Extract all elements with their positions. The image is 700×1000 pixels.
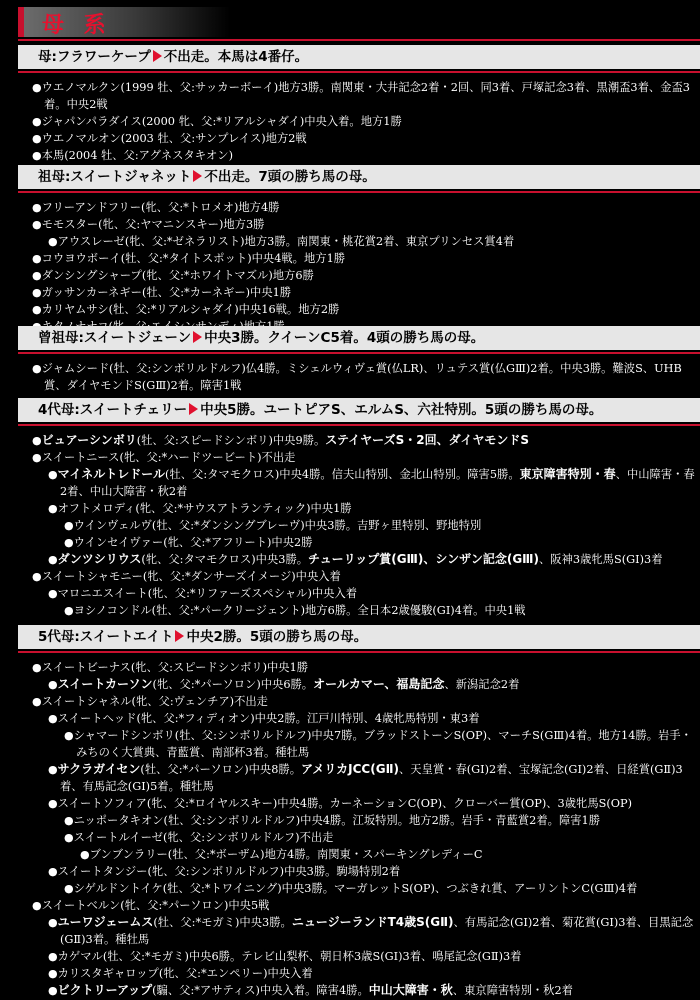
horse-record: (牝、父:ヤマニンスキー)地方3勝 [98, 218, 265, 231]
list-item [18, 267, 700, 284]
horse-name: スイートルイーゼ [73, 831, 163, 844]
bullet-icon: ● [64, 536, 74, 549]
horse-record: (牝、父:*トロメオ)地方4勝 [141, 201, 280, 214]
horse-name: 本馬 [41, 149, 65, 162]
horse-record-cont: 、阪神3歳牝馬S(GI)3着 [539, 553, 663, 566]
bullet-icon: ● [48, 763, 58, 776]
horse-name: ビクトリーアップ [57, 983, 153, 997]
horse-record: (牝、父:シンボリルドルフ)中央3勝。駒場特別2着 [147, 865, 401, 878]
horse-record: (牝、父:*パーソロン)中央6勝。 [152, 678, 314, 691]
list-item [18, 812, 700, 829]
horse-record: (牡、父:*タイトスポット)中央4戦。地方1勝 [120, 252, 346, 265]
horse-record: (牝、父:*パーソロン)中央5戦 [120, 899, 270, 912]
bullet-icon: ● [48, 950, 58, 963]
horse-record: (牡、父:スピードシンボリ)中央9勝。 [136, 434, 326, 447]
list-item [18, 432, 700, 449]
horse-name: スイートヘッド [57, 712, 137, 725]
horse-name: マイネルトレドール [57, 467, 166, 481]
horse-record: (牝、父:*ロイヤルスキー)中央4勝。カーネーションC(OP)、クローバー賞(OP)、3歳牝馬S(OP) [146, 797, 633, 810]
bullet-icon: ● [64, 814, 74, 827]
bullet-icon: ● [48, 797, 58, 810]
triangle-arrow-icon [175, 630, 184, 642]
horse-record: (牡、父:シンボリルドルフ)中央7勝。ブラッドストーンS(OP)、マーチS(GⅢ)4着。地方14勝。岩手・みちのく大賞典、青藍賞、南部杯3着。種牡馬 [76, 729, 692, 759]
list-item [18, 727, 700, 761]
generation-section [18, 45, 700, 164]
entry-list [18, 73, 700, 164]
horse-record: (牡、父:*ボーザム)地方4勝。南関東・スパーキングレディーC [167, 848, 483, 861]
horse-record: (牡、父:*トワイニング)中央3勝。マーガレットS(OP)、つぶきれ賞、アーリントンC(GⅢ)4着 [162, 882, 638, 895]
bullet-icon: ● [32, 81, 42, 94]
bullet-icon: ● [48, 984, 58, 997]
list-item [18, 761, 700, 795]
bullet-icon: ● [48, 502, 58, 515]
horse-record-cont: 、天皇賞・春(GI)2着、宝塚記念(GI)2着、日経賞(GⅡ)3着、有馬記念(GI)5着。種牡馬 [60, 763, 683, 793]
graded-wins: 東京障害特別・春 [519, 467, 616, 481]
entry-list [18, 354, 700, 394]
bullet-icon: ● [48, 235, 58, 248]
generation-header [18, 625, 700, 649]
horse-name: シゲルドントイケ [73, 882, 163, 895]
bullet-icon: ● [32, 570, 42, 583]
entry-list [18, 426, 700, 619]
horse-record: (牝、父:*ホワイトマズル)地方6勝 [141, 269, 314, 282]
list-item [18, 659, 700, 676]
horse-record-cont: 、有馬記念(GI)2着、菊花賞(GI)3着、目黒記念(GⅡ)3着。種牡馬 [60, 916, 694, 946]
list-item [18, 79, 700, 113]
bullet-icon: ● [32, 451, 42, 464]
mare-name: 5代母:スイートエイト [38, 629, 174, 645]
bullet-icon: ● [32, 303, 42, 316]
list-item [18, 568, 700, 585]
mare-summary: 中央5勝。ユートピアS、エルムS、六社特別。5頭の勝ち馬の母。 [200, 402, 603, 418]
list-item [18, 795, 700, 812]
bullet-icon: ● [32, 269, 42, 282]
graded-wins: ステイヤーズS・2回、ダイヤモンドS [325, 433, 529, 447]
horse-record: (2000 牝、父:*リアルシャダイ)中央入着。地方1勝 [141, 115, 402, 128]
graded-wins: 中山大障害・秋 [368, 983, 453, 997]
horse-record: (牝、父:タマモクロス)中央3勝。 [141, 553, 309, 566]
generation-section [18, 625, 700, 999]
horse-record: (牡、父:*パーソロン)中央8勝。 [140, 763, 301, 776]
horse-name: ユーワジェームス [57, 915, 154, 929]
bullet-icon: ● [64, 519, 74, 532]
horse-record: (牡、父:*カーネギー)中央1勝 [141, 286, 292, 299]
bullet-icon: ● [32, 149, 42, 162]
horse-name: マロニエスイート [57, 587, 148, 600]
generation-header [18, 45, 700, 69]
bullet-icon: ● [32, 252, 42, 265]
triangle-arrow-icon [153, 50, 162, 62]
title-accent-mark [18, 7, 24, 37]
horse-name: スイートカーソン [57, 677, 153, 691]
horse-name: カリヤムサシ [41, 303, 109, 316]
generation-section [18, 165, 700, 335]
section-title-bar [18, 7, 230, 37]
bullet-icon: ● [48, 678, 58, 691]
horse-name: ダンツシリウス [57, 552, 142, 566]
list-item [18, 216, 700, 233]
bullet-icon: ● [32, 695, 42, 708]
page-title: 母 系 [42, 13, 112, 38]
horse-name: スイートソフィア [57, 797, 147, 810]
horse-record: (牝、父:*エンペリー)中央入着 [158, 967, 313, 980]
horse-record: (牡、父:タマモクロス)中央4勝。信夫山特別、金北山特別。障害5勝。 [165, 468, 520, 481]
bullet-icon: ● [32, 132, 42, 145]
bullet-icon: ● [48, 553, 58, 566]
horse-record: (牡、父:*ダンシングブレーヴ)中央3勝。吉野ヶ里特別、野地特別 [151, 519, 482, 532]
horse-name: ジャパンパラダイス [41, 115, 142, 128]
list-item [18, 250, 700, 267]
list-item [18, 897, 700, 914]
horse-name: サクラガイセン [57, 762, 141, 776]
horse-record: (牝、父:*ハードツービート)不出走 [119, 451, 296, 464]
horse-name: ウエノマルクン [41, 81, 121, 94]
horse-name: カゲマル [57, 950, 103, 963]
horse-name: スイートシャネル [41, 695, 132, 708]
horse-record: (牝、父:*フィディオン)中央2勝。江戸川特別、4歳牝馬特別・東3着 [136, 712, 480, 725]
list-item [18, 233, 700, 250]
list-item [18, 880, 700, 897]
generation-header [18, 165, 700, 189]
horse-name: ウインセイヴァー [73, 536, 164, 549]
graded-wins: チューリップ賞(GⅢ)、シンザン記念(GⅢ) [308, 552, 539, 566]
horse-name: カリスタギャロップ [57, 967, 159, 980]
list-item [18, 466, 700, 500]
bullet-icon: ● [32, 218, 42, 231]
horse-record: (牡、父:*パークリージェント)地方6勝。全日本2歳優駿(GI)4着。中央1戦 [151, 604, 526, 617]
generation-section [18, 326, 700, 394]
list-item [18, 284, 700, 301]
horse-record: (牝、父:スピードシンボリ)中央1勝 [130, 661, 309, 674]
horse-record: (牝、父:シンボリルドルフ)不出走 [162, 831, 334, 844]
mare-summary: 中央3勝。クイーンC5着。4頭の勝ち馬の母。 [204, 330, 485, 346]
bullet-icon: ● [48, 712, 58, 725]
horse-name: コウヨウボーイ [41, 252, 121, 265]
mare-summary: 中央2勝。5頭の勝ち馬の母。 [186, 629, 368, 645]
list-item [18, 500, 700, 517]
horse-name: スイートニース [41, 451, 120, 464]
bullet-icon: ● [80, 848, 90, 861]
list-item [18, 982, 700, 999]
horse-record: (騸、父:*アサティス)中央入着。障害4勝。 [152, 984, 369, 997]
mare-name: 祖母:スイートジャネット [38, 169, 192, 185]
list-item [18, 360, 700, 394]
list-item [18, 551, 700, 568]
horse-name: ビュアーシンボリ [41, 433, 137, 447]
triangle-arrow-icon [193, 331, 202, 343]
horse-record: (牝、父:*アフリート)中央2勝 [163, 536, 313, 549]
horse-name: ダンシングシャープ [41, 269, 142, 282]
entry-list [18, 193, 700, 335]
horse-name: スイートタンジー [57, 865, 148, 878]
list-item [18, 113, 700, 130]
horse-record: (2003 牡、父:サンプレイス)地方2戦 [120, 132, 307, 145]
entry-list [18, 653, 700, 999]
horse-name: アウスレーゼ [57, 235, 125, 248]
graded-wins: オールカマー、福島記念 [313, 677, 445, 691]
list-item [18, 863, 700, 880]
bullet-icon: ● [32, 201, 42, 214]
horse-name: スイートシャモニー [41, 570, 143, 583]
mare-summary: 不出走。本馬は4番仔。 [163, 49, 309, 65]
horse-name: シャマードシンボリ [73, 729, 175, 742]
horse-record: (牡、父:シンボリルドルフ)中央4勝。江坂特別。地方2勝。岩手・青藍賞2着。障害1勝 [163, 814, 601, 827]
list-item [18, 130, 700, 147]
bullet-icon: ● [32, 434, 42, 447]
horse-name: モモスター [41, 218, 99, 231]
triangle-arrow-icon [193, 170, 202, 182]
generation-header [18, 326, 700, 350]
horse-name: ニッポータキオン [73, 814, 164, 827]
list-item [18, 676, 700, 693]
horse-record: (牝、父:ヴェンチア)不出走 [131, 695, 268, 708]
list-item [18, 147, 700, 164]
horse-name: ウエノマルオン [41, 132, 121, 145]
generation-section [18, 398, 700, 619]
horse-record-cont: 、東京障害特別・秋2着 [452, 984, 573, 997]
title-divider [18, 39, 700, 41]
horse-record: (牡、父:*リアルシャダイ)中央16戦。地方2勝 [108, 303, 340, 316]
bullet-icon: ● [64, 831, 74, 844]
horse-record: (牝、父:*サウスアトランティック)中央1勝 [135, 502, 352, 515]
horse-record: (2004 牡、父:アグネスタキオン) [64, 149, 233, 162]
list-item [18, 829, 700, 846]
list-item [18, 199, 700, 216]
bullet-icon: ● [48, 967, 58, 980]
horse-record-cont: 、中山障害・春2着、中山大障害・秋2着 [60, 468, 695, 498]
bullet-icon: ● [48, 916, 58, 929]
triangle-arrow-icon [189, 403, 198, 415]
horse-record-cont: 、新潟記念2着 [444, 678, 520, 691]
horse-record: (1999 牡、父:サッカーボーイ)地方3勝。南関東・大井記念2着・2回、同3着、戸塚記念3着、黒潮盃3着、金盃3着。中央2戦 [44, 81, 690, 111]
horse-record: (牡、父:*モガミ)中央3勝。 [153, 916, 292, 929]
horse-name: オフトメロディ [57, 502, 136, 515]
bullet-icon: ● [32, 362, 42, 375]
bullet-icon: ● [64, 729, 74, 742]
horse-name: スイートビーナス [41, 661, 131, 674]
list-item [18, 585, 700, 602]
horse-record: (牝、父:*ゼネラリスト)地方3勝。南関東・桃花賞2着、東京プリンセス賞4着 [124, 235, 515, 248]
list-item [18, 846, 700, 863]
list-item [18, 449, 700, 466]
bullet-icon: ● [32, 115, 42, 128]
graded-wins: ニュージーランドT4歳S(GⅡ) [291, 915, 454, 929]
list-item [18, 948, 700, 965]
horse-record: (牡、父:シンボリルドルフ)仏4勝。ミシェルウィヴェ賞(仏LR)、リュテス賞(仏GⅢ)2着。中央3勝。難波S、UHB賞、ダイヤモンドS(GⅢ)2着。障害1戦 [44, 362, 682, 392]
bullet-icon: ● [64, 604, 74, 617]
bullet-icon: ● [48, 468, 58, 481]
horse-name: ブンブンラリー [89, 848, 168, 861]
horse-name: フリーアンドフリー [41, 201, 142, 214]
bullet-icon: ● [32, 899, 42, 912]
list-item [18, 301, 700, 318]
list-item [18, 602, 700, 619]
bullet-icon: ● [48, 865, 58, 878]
list-item [18, 965, 700, 982]
mare-name: 母:フラワーケープ [38, 49, 151, 65]
mare-name: 曾祖母:スイートジェーン [38, 330, 192, 346]
horse-name: ガッサンカーネギー [41, 286, 142, 299]
bullet-icon: ● [64, 882, 74, 895]
graded-wins: アメリカJCC(GⅡ) [301, 762, 399, 776]
list-item [18, 693, 700, 710]
generation-header [18, 398, 700, 422]
bullet-icon: ● [48, 587, 58, 600]
horse-name: ジャムシード [41, 362, 110, 375]
list-item [18, 710, 700, 727]
horse-record: (牝、父:*ダンサーズイメージ)中央入着 [142, 570, 341, 583]
list-item [18, 534, 700, 551]
list-item [18, 517, 700, 534]
bullet-icon: ● [32, 661, 42, 674]
horse-name: スイートベルン [41, 899, 121, 912]
mare-summary: 不出走。7頭の勝ち馬の母。 [204, 169, 376, 185]
horse-name: ウインヴェルヴ [73, 519, 152, 532]
bullet-icon: ● [32, 286, 42, 299]
horse-record: (牡、父:*モガミ)中央6勝。テレビ山梨杯、朝日杯3歳S(GI)3着、鳴尾記念(GⅡ)3着 [102, 950, 522, 963]
list-item [18, 914, 700, 948]
horse-name: ヨシノコンドル [73, 604, 152, 617]
horse-record: (牝、父:*リファーズスペシャル)中央入着 [147, 587, 358, 600]
mare-name: 4代母:スイートチェリー [38, 402, 188, 418]
